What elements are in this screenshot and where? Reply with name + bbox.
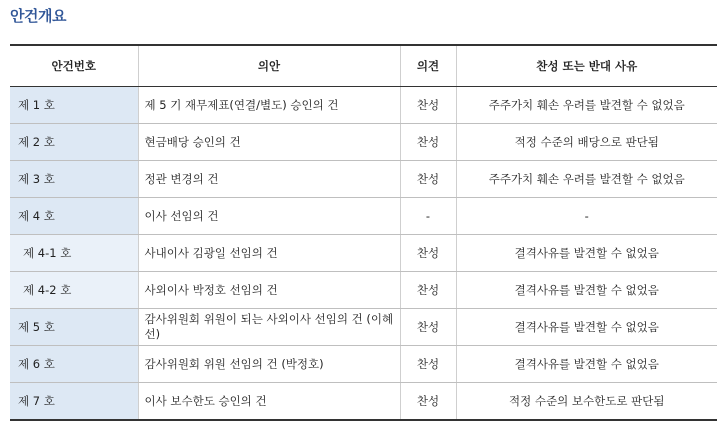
reason-cell: 적정 수준의 보수한도로 판단됨 [456,383,717,421]
table-row [10,124,717,161]
table-row [10,272,717,309]
agenda-number-cell: 제 4 호 [10,198,138,235]
reason-cell: 적정 수준의 배당으로 판단됨 [456,124,717,161]
header-reason: 찬성 또는 반대 사유 [456,45,717,87]
opinion-cell: 찬성 [400,272,456,309]
agenda-title-cell: 이사 보수한도 승인의 건 [138,383,400,421]
header-agenda-number: 안건번호 [10,45,138,87]
agenda-number-cell: 제 1 호 [10,87,138,124]
agenda-number-cell: 제 5 호 [10,309,138,346]
agenda-title-cell: 사내이사 김광일 선임의 건 [138,235,400,272]
table-row [10,383,717,421]
agenda-number-cell: 제 6 호 [10,346,138,383]
section-title: 안건개요 [10,7,66,25]
header-opinion: 의견 [400,45,456,87]
table-row [10,161,717,198]
agenda-number-cell: 제 2 호 [10,124,138,161]
agenda-title-cell: 제 5 기 재무제표(연결/별도) 승인의 건 [138,87,400,124]
agenda-table [10,44,717,421]
opinion-cell: 찬성 [400,87,456,124]
agenda-number-cell: 제 4-2 호 [10,272,138,309]
agenda-title-cell: 감사위원회 위원이 되는 사외이사 선임의 건 (이혜선) [138,309,400,346]
agenda-number-cell: 제 7 호 [10,383,138,421]
table-row [10,309,717,346]
reason-cell: 결격사유를 발견할 수 없었음 [456,309,717,346]
agenda-number-cell: 제 3 호 [10,161,138,198]
reason-cell: 결격사유를 발견할 수 없었음 [456,272,717,309]
reason-cell: - [456,198,717,235]
opinion-cell: 찬성 [400,309,456,346]
agenda-title-cell: 사외이사 박정호 선임의 건 [138,272,400,309]
agenda-title-cell: 이사 선임의 건 [138,198,400,235]
agenda-title-cell: 현금배당 승인의 건 [138,124,400,161]
opinion-cell: 찬성 [400,383,456,421]
reason-cell: 결격사유를 발견할 수 없었음 [456,235,717,272]
agenda-number-cell: 제 4-1 호 [10,235,138,272]
opinion-cell: 찬성 [400,161,456,198]
opinion-cell: 찬성 [400,124,456,161]
table-row [10,87,717,124]
agenda-title-cell: 감사위원회 위원 선임의 건 (박정호) [138,346,400,383]
opinion-cell: 찬성 [400,346,456,383]
table-row [10,235,717,272]
agenda-title-cell: 정관 변경의 건 [138,161,400,198]
table-row [10,198,717,235]
reason-cell: 주주가치 훼손 우려를 발견할 수 없었음 [456,87,717,124]
opinion-cell: 찬성 [400,235,456,272]
reason-cell: 결격사유를 발견할 수 없었음 [456,346,717,383]
table-header-row [10,45,717,87]
header-agenda: 의안 [138,45,400,87]
table-body [10,87,717,421]
table-row [10,346,717,383]
opinion-cell: - [400,198,456,235]
reason-cell: 주주가치 훼손 우려를 발견할 수 없었음 [456,161,717,198]
